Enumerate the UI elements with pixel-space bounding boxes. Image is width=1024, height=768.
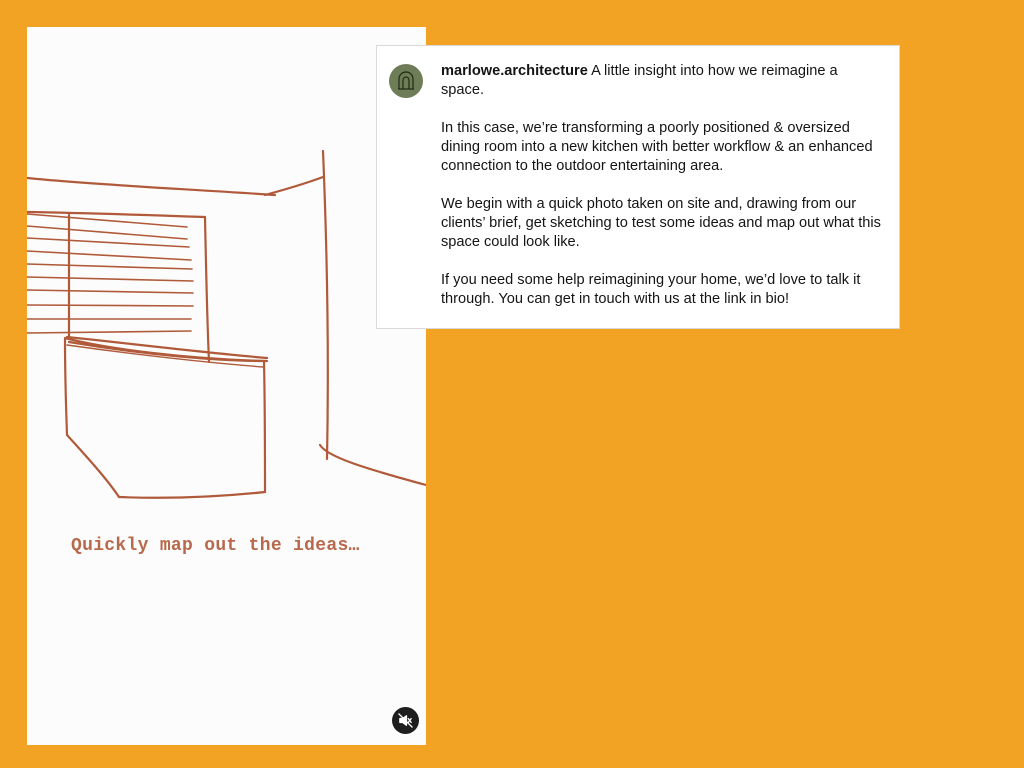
kitchen-sketch	[27, 27, 426, 745]
caption-paragraph: We begin with a quick photo taken on site and, drawing from our clients’ brief, get sketching to test some ideas and map out what this space could look like.	[441, 196, 881, 250]
post-caption-card	[376, 45, 900, 329]
story-panel[interactable]	[27, 27, 426, 745]
story-caption: Quickly map out the ideas…	[71, 536, 360, 556]
caption-text	[441, 62, 881, 328]
profile-avatar[interactable]	[389, 64, 423, 98]
caption-paragraph: If you need some help reimagining your home, we’d love to talk it through. You can get in touch with us at the link in bio!	[441, 272, 861, 307]
caption-intro-text: A little insight into how we reimagine a space.	[441, 63, 838, 98]
mute-button[interactable]	[392, 707, 419, 734]
caption-intro	[441, 62, 881, 100]
speaker-muted-icon	[398, 713, 413, 728]
arch-logo-icon	[396, 71, 416, 91]
username-link[interactable]: marlowe.architecture	[441, 63, 588, 79]
caption-paragraph: In this case, we’re transforming a poorly positioned & oversized dining room into a new kitchen with better workflow & an enhanced connection to the outdoor entertaining area.	[441, 120, 873, 174]
